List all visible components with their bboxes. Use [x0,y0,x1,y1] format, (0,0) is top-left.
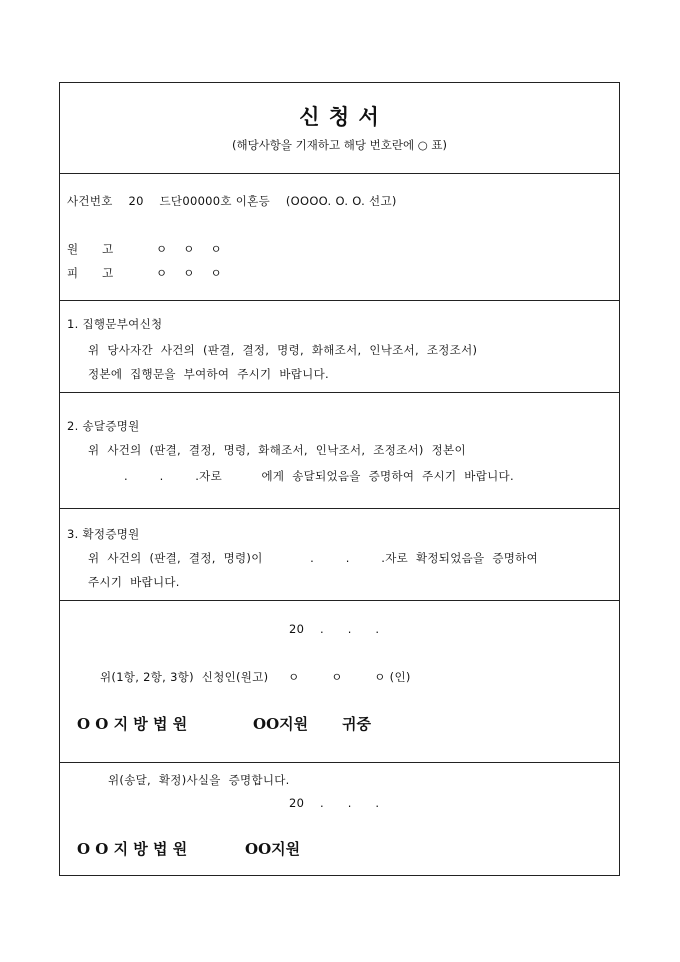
application-form [59,82,620,876]
court-name: O O 지 방 법 원 [77,715,188,733]
defendant-name: ㅇ ㅇ ㅇ [156,266,222,280]
form-title: 신 청 서 [299,104,380,129]
branch-name: OO지원 [253,715,309,733]
title-section [60,83,619,174]
section2-line2: . . .자로 에게 송달되었음을 증명하여 주시기 바랍니다. [124,469,514,483]
application-date: 20 . . . [289,622,380,636]
section2-line1: 위 사건의 (판결, 결정, 명령, 화해조서, 인낙조서, 조정조서) 정본이 [88,443,466,457]
certification-statement: 위(송달, 확정)사실을 증명합니다. [108,773,290,787]
defendant-label: 피 고 [67,266,114,280]
service-certificate-section [60,392,619,509]
enforcement-request-section [60,300,619,393]
case-info-section [60,173,619,301]
certification-section [60,762,619,876]
section3-heading: 3. 확정증명원 [67,527,140,541]
section1-heading: 1. 집행문부여신청 [67,317,163,331]
plaintiff-label: 원 고 [67,242,114,256]
section2-heading: 2. 송달증명원 [67,419,140,433]
section1-line2: 정본에 집행문을 부여하여 주시기 바랍니다. [88,367,329,381]
section1-line1: 위 당사자간 사건의 (판결, 결정, 명령, 화해조서, 인낙조서, 조정조서) [88,343,478,357]
certification-court-name: O O 지 방 법 원 [77,840,188,858]
case-number-line: 사건번호 20 드단00000호 이혼등 (OOOO. O. O. 선고) [67,194,397,208]
plaintiff-name: ㅇ ㅇ ㅇ [156,242,222,256]
certification-date: 20 . . . [289,796,380,810]
section3-line1: 위 사건의 (판결, 결정, 명령)이 . . .자로 확정되었음을 증명하여 [88,551,538,565]
addressee: 귀중 [342,715,371,733]
application-signature-section [60,600,619,763]
section3-line2: 주시기 바랍니다. [88,575,180,589]
applicant-line: 위(1항, 2항, 3항) 신청인(원고) ㅇ ㅇ ㅇ (인) [100,670,411,684]
form-subtitle: (해당사항을 기재하고 해당 번호란에 ○ 표) [231,138,448,152]
certification-branch-name: OO지원 [245,840,301,858]
finality-certificate-section [60,508,619,601]
